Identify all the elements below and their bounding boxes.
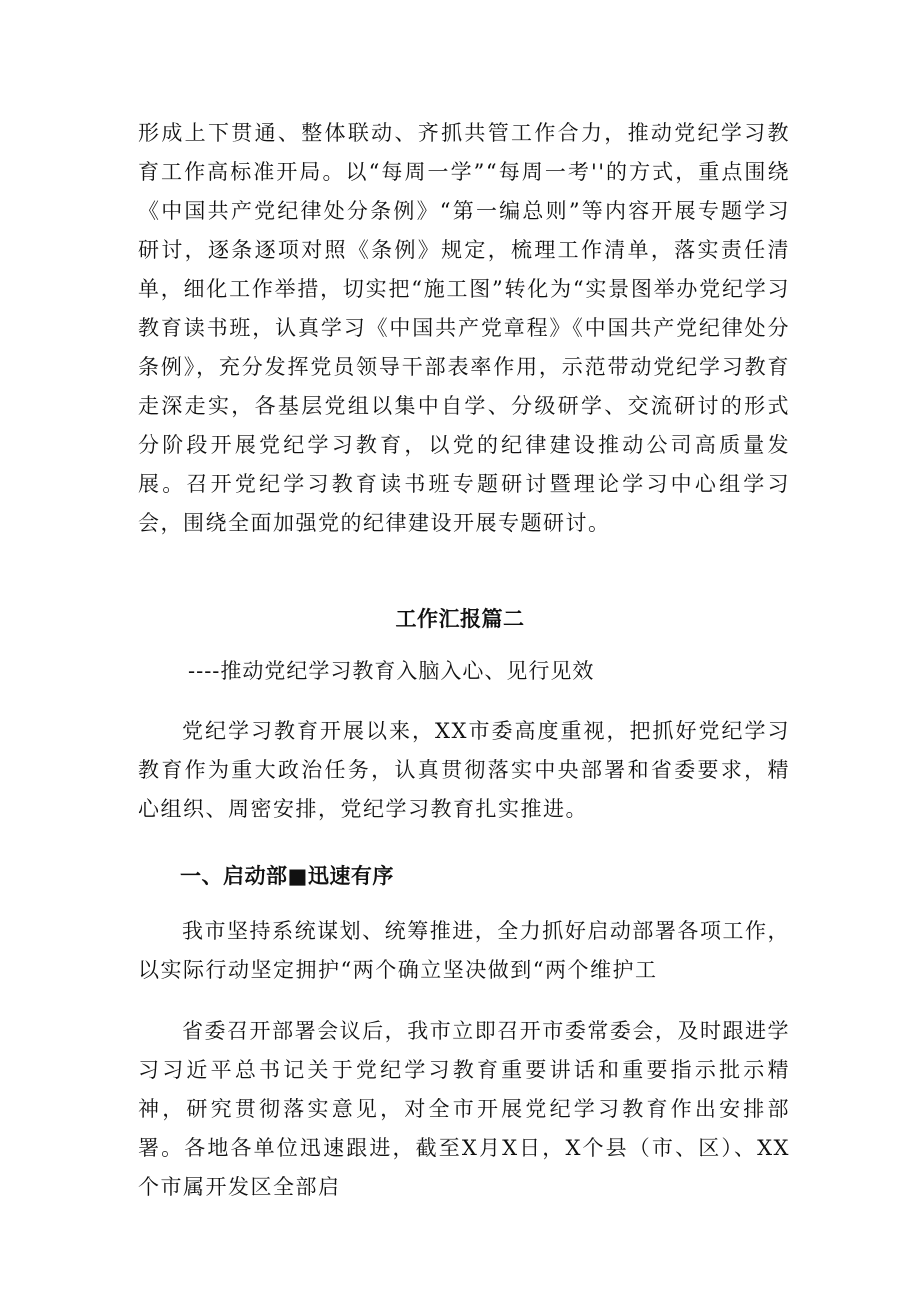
body-paragraph-3: 我市坚持系统谋划、统筹推进，全力抓好启动部署各项工作，以实际行动坚定拥护“两个确立坚决做到“两个维护工: [138, 919, 790, 982]
subsection-heading-1: 一、启动部■迅速有序: [180, 864, 394, 888]
body-paragraph-2: 党纪学习教育开展以来，XX市委高度重视，把抓好党纪学习教育作为重大政治任务，认真贯彻落实中央部署和省委要求，精心组织、周密安排，党纪学习教育扎实推进。: [138, 719, 790, 821]
body-paragraph-1: 形成上下贯通、整体联动、齐抓共管工作合力，推动党纪学习教育工作高标准开局。以“每周一学”“每周一考''的方式，重点围绕《中国共产党纪律处分条例》“第一编总则”等内容开展专题学习研讨，逐条逐项对照《条例》规定，梳理工作清单，落实责任清单，细化工作举措，切实把“施工图”转化为“实景图举办党纪学习教育读书班，认真学习《中国共产党章程》《中国共产党纪律处分条例》，充分发挥党员领导干部表率作用，示范带动党纪学习教育走深走实，各基层党组以集中自学、分级研学、交流研讨的形式分阶段开展党纪学习教育，以党的纪律建设推动公司高质量发展。召开党纪学习教育读书班专题研讨暨理论学习中心组学习会，围绕全面加强党的纪律建设开展专题研讨。: [138, 121, 790, 535]
section-subtitle: ----推动党纪学习教育入脑入心、见行见效: [188, 659, 595, 683]
section-title: 工作汇报篇二: [395, 607, 525, 631]
body-paragraph-4: 省委召开部署会议后，我市立即召开市委常委会，及时跟进学习习近平总书记关于党纪学习教育重要讲话和重要指示批示精神，研究贯彻落实意见，对全市开展党纪学习教育作出安排部署。各地各单位迅速跟进，截至X月X日，X个县（市、区）、XX个市属开发区全部启: [138, 1019, 790, 1199]
